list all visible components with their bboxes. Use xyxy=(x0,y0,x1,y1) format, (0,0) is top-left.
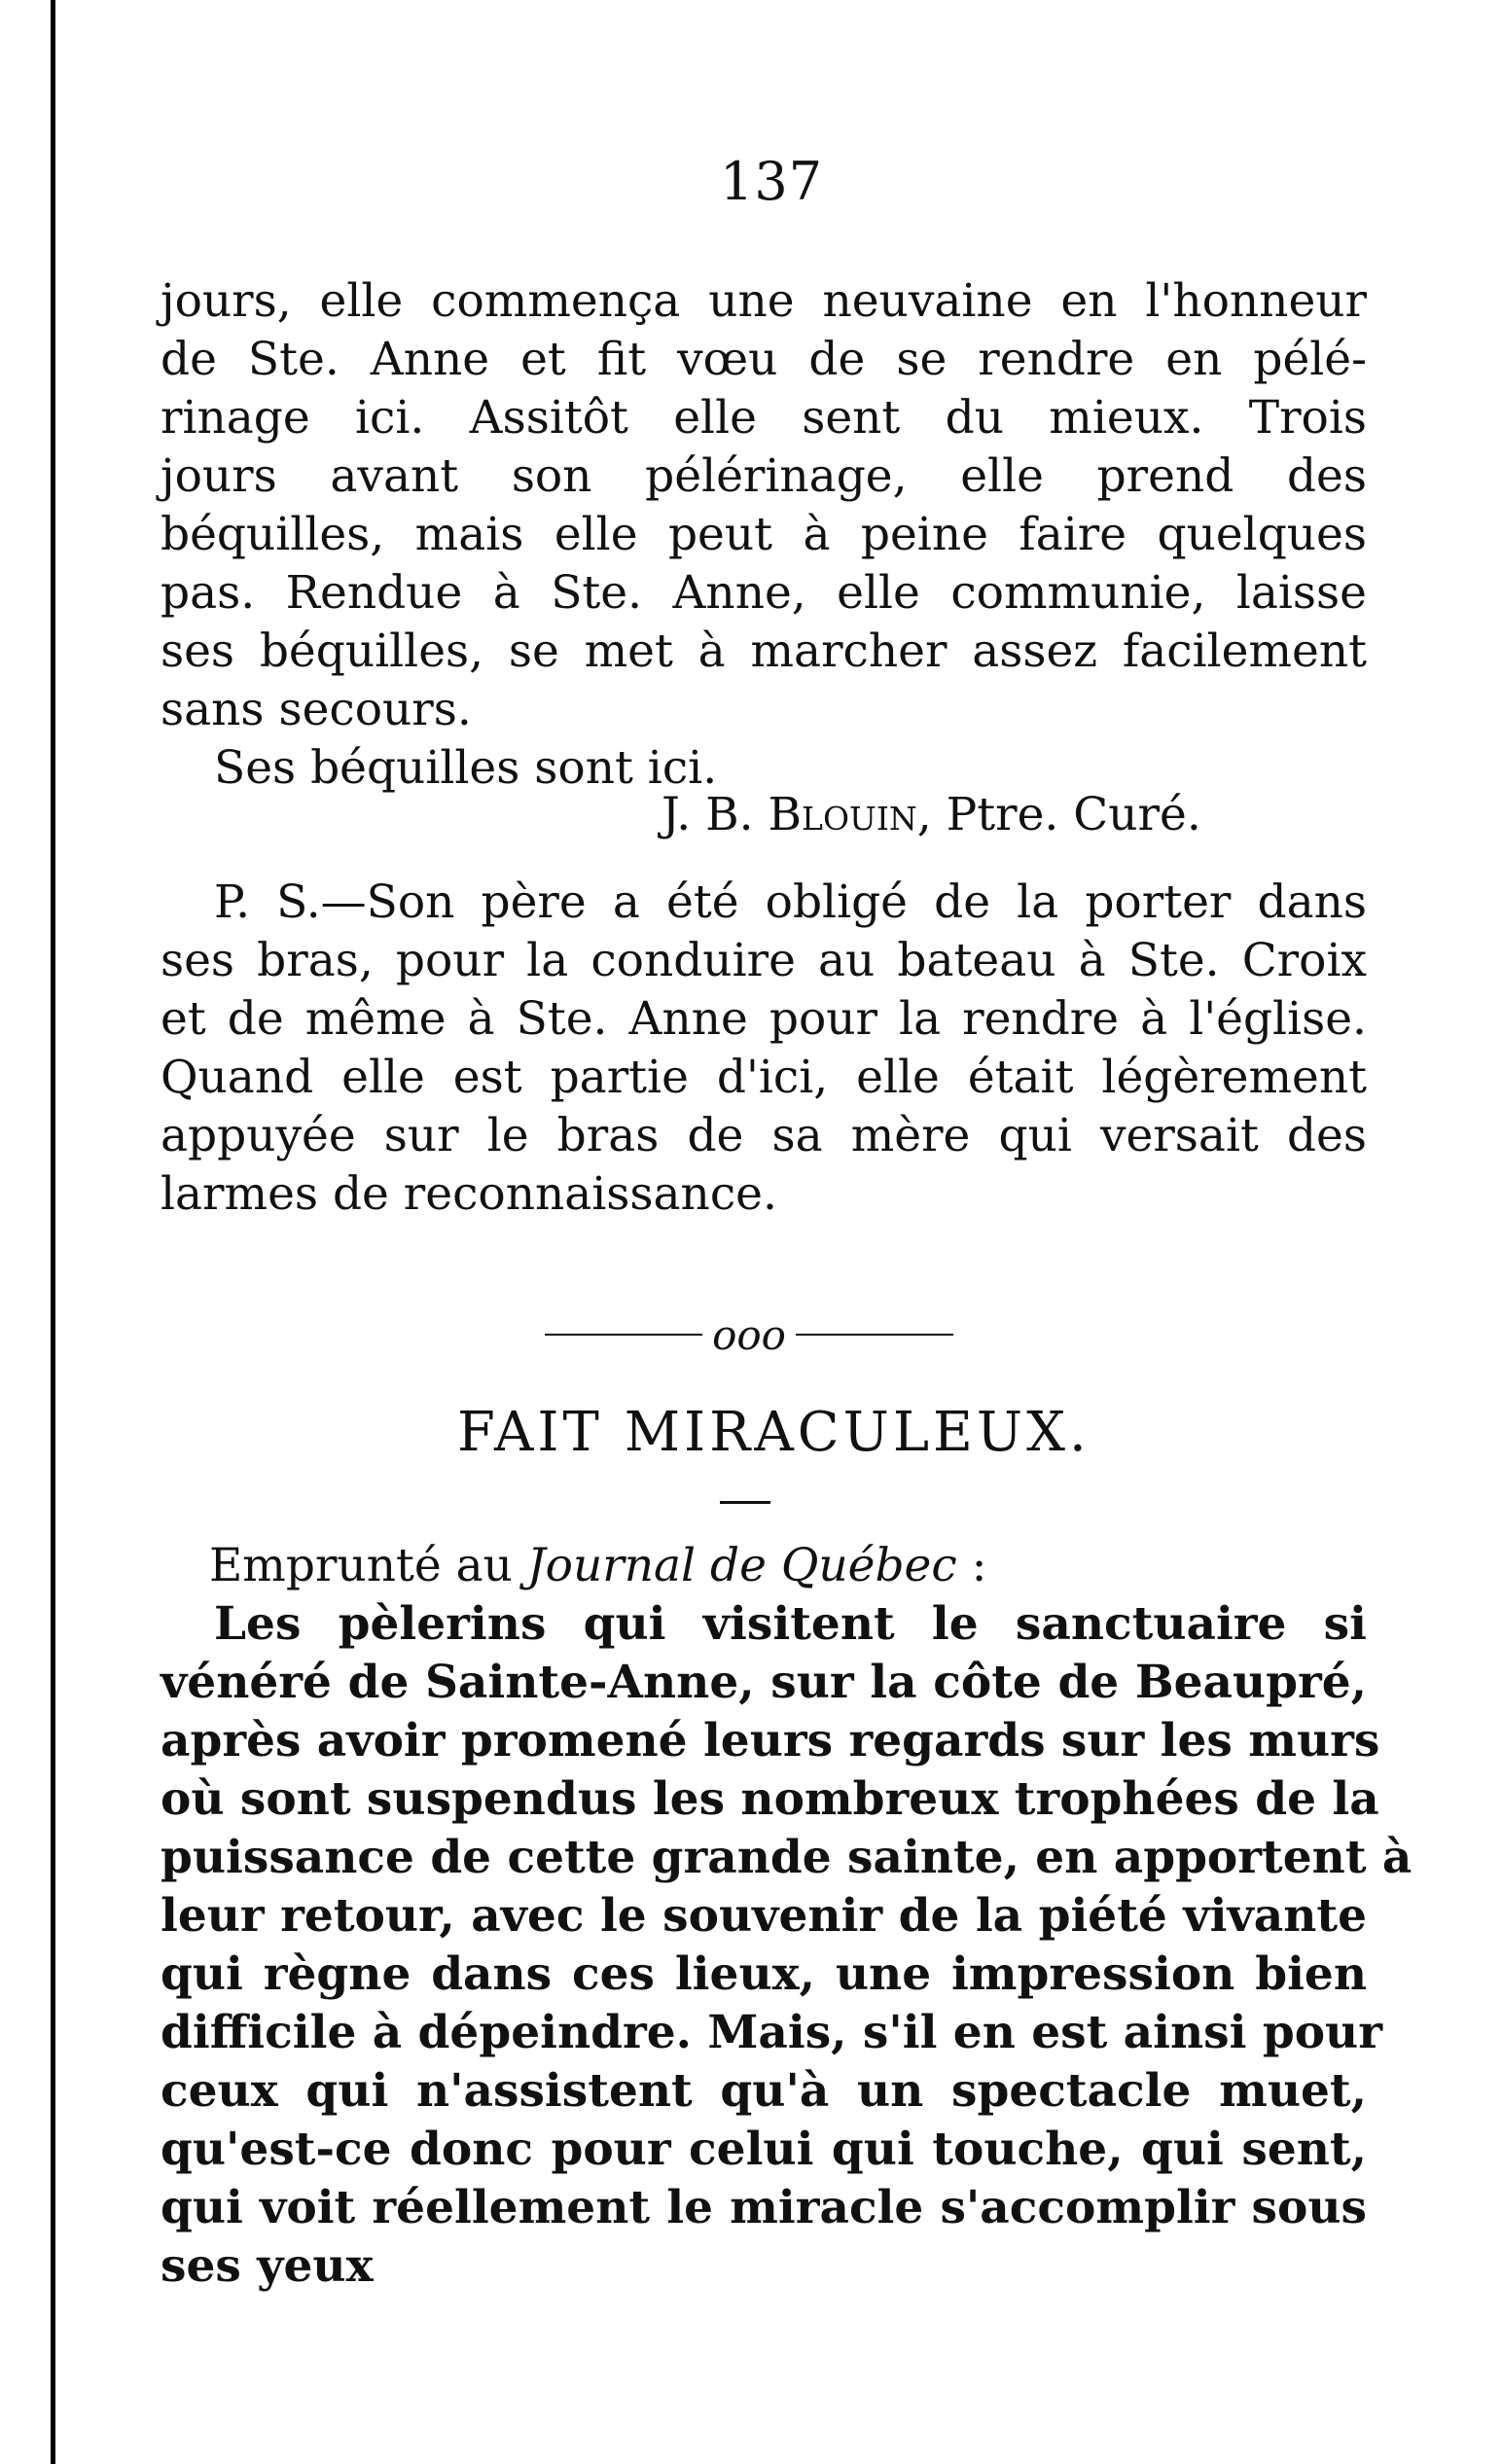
signature-title: , Ptre. Curé. xyxy=(916,788,1201,841)
text-line: larmes de reconnaissance. xyxy=(161,1167,777,1221)
text-line: après avoir promené leurs regards sur les murs xyxy=(161,1714,1380,1768)
text-line: appuyée sur le bras de sa mère qui versait des xyxy=(161,1109,1367,1162)
text-line: qui voit réellement le miracle s'accomplir sous xyxy=(161,2181,1367,2234)
signature-initials: J. B. xyxy=(662,788,754,841)
signature-name: Blouin xyxy=(768,788,917,841)
page-number: 137 xyxy=(720,151,824,212)
source-suffix: : xyxy=(956,1539,987,1592)
page-edge-rule xyxy=(51,0,55,2464)
section-separator xyxy=(545,1305,953,1364)
source-journal: Journal de Québec xyxy=(526,1539,957,1592)
text-line: Les pèlerins qui visitent le sanctuaire si xyxy=(214,1597,1367,1651)
text-line: puissance de cette grande sainte, en apportent à xyxy=(161,1831,1413,1884)
text-line: ceux qui n'assistent qu'à un spectacle muet, xyxy=(161,2064,1367,2118)
text-line: Quand elle est partie d'ici, elle était légèrement xyxy=(161,1051,1367,1104)
text-line: difficile à dépeindre. Mais, s'il en est ainsi pour xyxy=(161,2006,1382,2059)
text-line: ses yeux xyxy=(161,2239,374,2293)
source-line xyxy=(209,1539,986,1592)
paragraph-2: Ses béquilles sont ici. xyxy=(214,741,718,795)
text-line: P. S.—Son père a été obligé de la porter dans xyxy=(214,875,1367,929)
separator-dash xyxy=(796,1334,953,1336)
text-line: pas. Rendue à Ste. Anne, elle communie, laisse xyxy=(161,566,1367,620)
text-line: ses bras, pour la conduire au bateau à Ste. Croix xyxy=(161,934,1367,987)
text-line: rinage ici. Assitôt elle sent du mieux. Trois xyxy=(161,391,1367,445)
text-line: où sont suspendus les nombreux trophées de la xyxy=(161,1772,1379,1826)
section-title: FAIT MIRACULEUX. xyxy=(457,1401,1091,1464)
text-line: et de même à Ste. Anne pour la rendre à l'église. xyxy=(161,992,1367,1046)
text-line: qui règne dans ces lieux, une impression bien xyxy=(161,1947,1367,2001)
text-line: sans secours. xyxy=(161,683,472,736)
title-rule xyxy=(720,1501,770,1504)
text-line: béquilles, mais elle peut à peine faire quelques xyxy=(161,508,1367,561)
text-line: qu'est-ce donc pour celui qui touche, qui sent, xyxy=(161,2123,1367,2176)
text-line: ses béquilles, se met à marcher assez facilement xyxy=(161,625,1367,678)
signature xyxy=(662,788,1201,841)
text-line: jours avant son pélérinage, elle prend des xyxy=(161,449,1367,503)
text-line: leur retour, avec le souvenir de la piété vivante xyxy=(161,1889,1367,1943)
source-prefix: Emprunté au xyxy=(209,1539,527,1592)
separator-mark: ooo xyxy=(712,1310,786,1359)
separator-dash xyxy=(545,1334,702,1336)
text-line: vénéré de Sainte-Anne, sur la côte de Beaupré, xyxy=(161,1656,1367,1709)
text-line: jours, elle commença une neuvaine en l'honneur xyxy=(161,274,1367,328)
text-line: de Ste. Anne et fit vœu de se rendre en pélé- xyxy=(161,333,1367,386)
